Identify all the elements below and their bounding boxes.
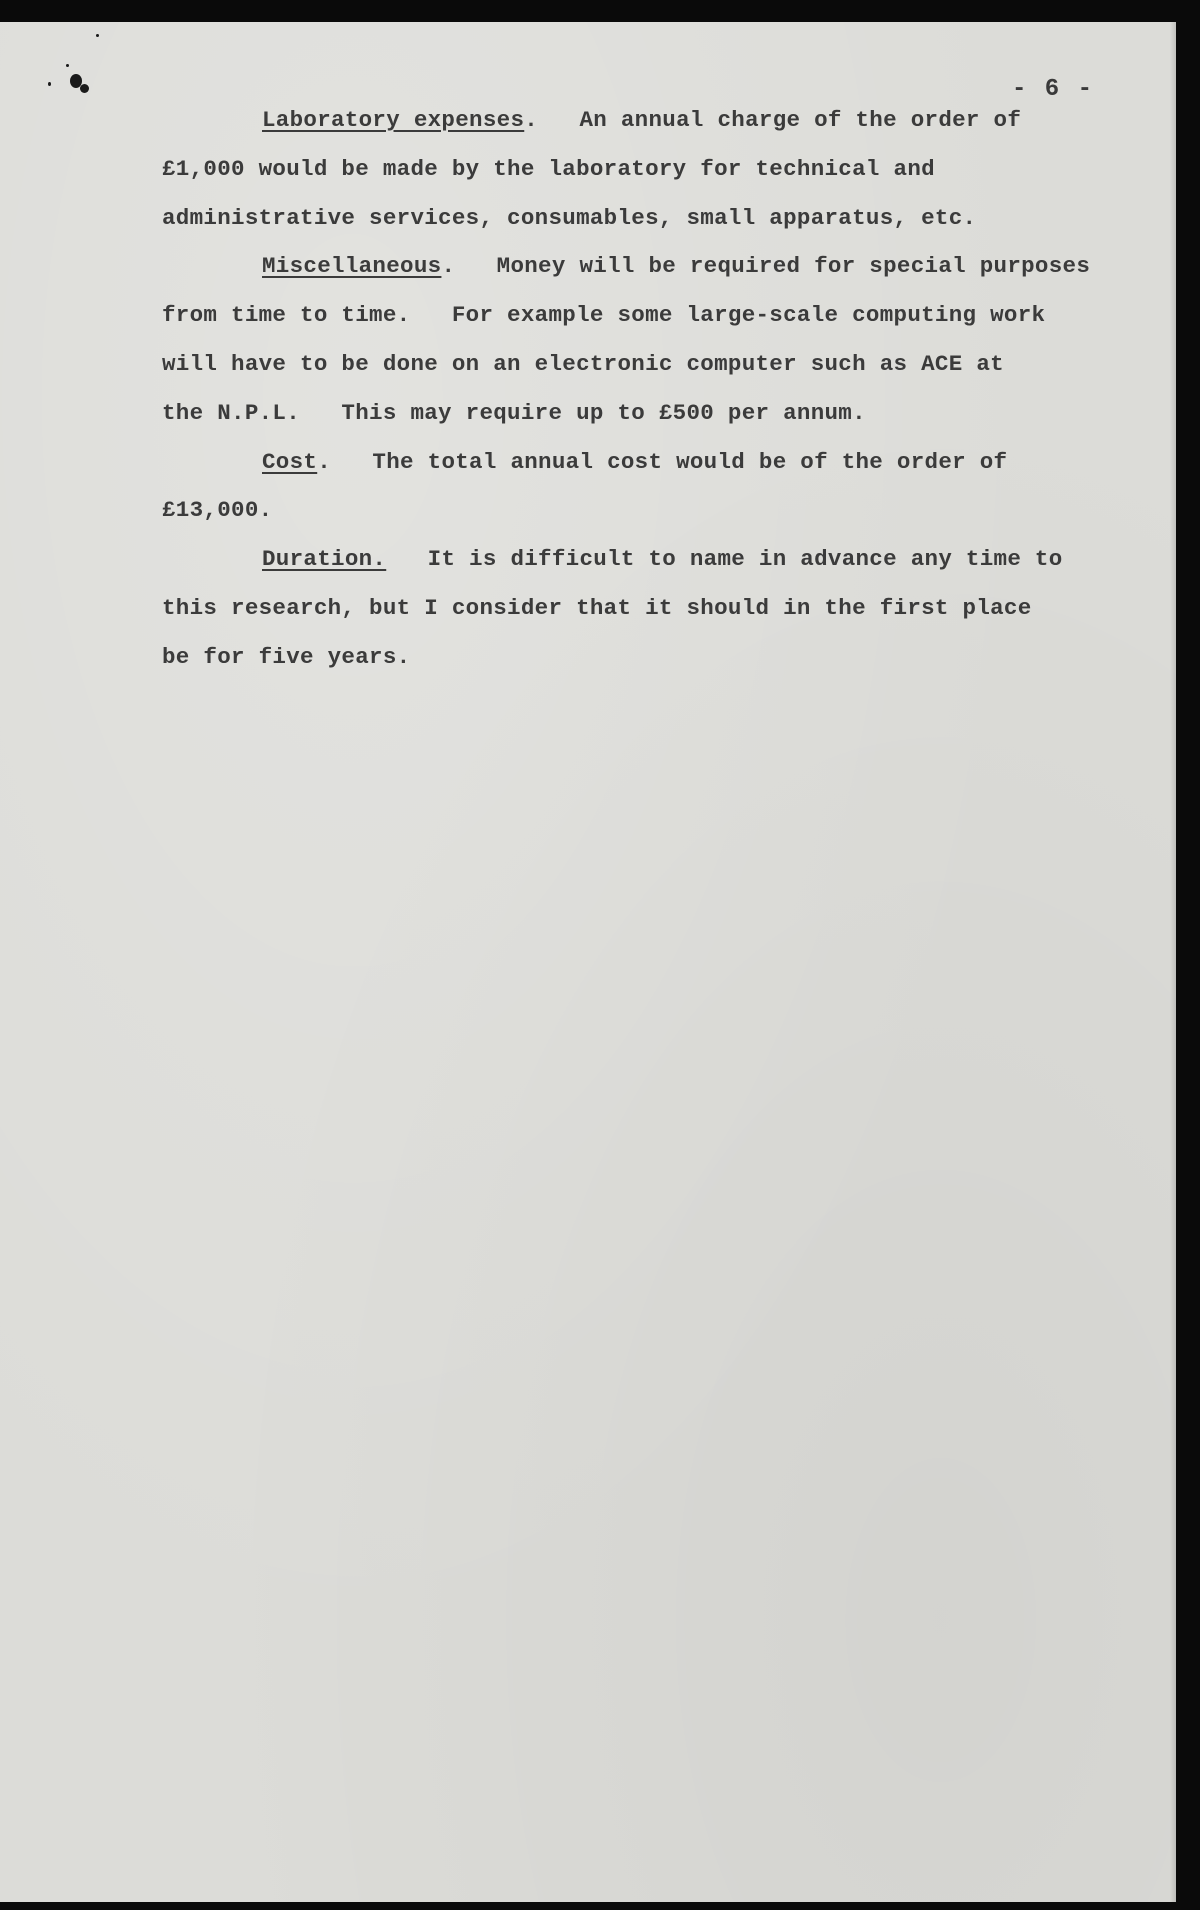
miscellaneous-text: . Money will be required for special purposes xyxy=(441,253,1091,280)
paragraph-miscellaneous-line-3: will have to be done on an electronic computer such as ACE at xyxy=(162,350,1004,377)
ink-speck xyxy=(48,82,51,86)
ink-speck xyxy=(66,64,69,67)
ink-speck xyxy=(96,34,99,37)
paragraph-laboratory-line-2: £1,000 would be made by the laboratory for technical and xyxy=(162,155,935,182)
paper-edge-shadow xyxy=(1170,22,1176,1902)
paragraph-duration-line-2: this research, but I consider that it should in the first place xyxy=(162,594,1032,621)
paragraph-duration-line-1 xyxy=(162,535,1152,584)
heading-laboratory-expenses: Laboratory expenses xyxy=(262,107,525,133)
duration-text: It is difficult to name in advance any time to xyxy=(386,546,1063,573)
document-body xyxy=(162,96,1152,682)
cost-text: . The total annual cost would be of the order of xyxy=(317,448,1008,475)
paragraph-cost-line-1 xyxy=(162,438,1152,487)
heading-miscellaneous: Miscellaneous xyxy=(262,253,442,280)
paragraph-laboratory-line-1 xyxy=(162,96,1152,145)
paragraph-miscellaneous-line-1 xyxy=(162,242,1152,291)
ink-speck xyxy=(80,84,89,93)
paragraph-laboratory-line-3: administrative services, consumables, small apparatus, etc. xyxy=(162,204,977,231)
paragraph-miscellaneous-line-2: from time to time. For example some large-scale computing work xyxy=(162,302,1046,329)
laboratory-text: . An annual charge of the order of xyxy=(524,107,1022,133)
paragraph-duration-line-3: be for five years. xyxy=(162,643,411,670)
page-number: - 6 - xyxy=(1012,76,1095,103)
heading-duration: Duration. xyxy=(262,546,387,573)
paragraph-cost-line-2: £13,000. xyxy=(162,497,273,524)
paragraph-miscellaneous-line-4: the N.P.L. This may require up to £500 per annum. xyxy=(162,399,866,426)
heading-cost: Cost xyxy=(262,448,318,475)
